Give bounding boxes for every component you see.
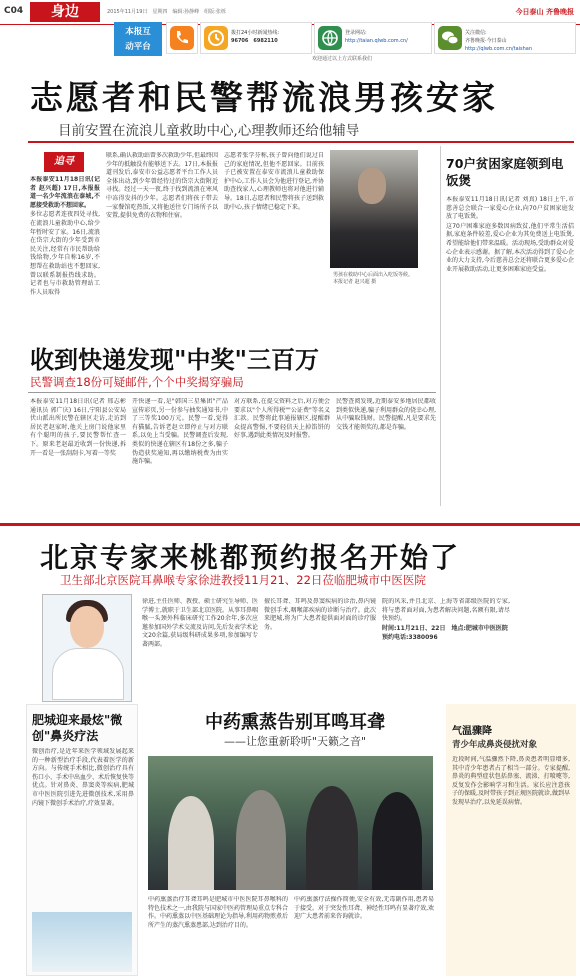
story1-column-1 (30, 176, 100, 332)
story1-text: 多位志愿者连夜四处寻找,在流浪儿童救助中心,给少年暂时安了家。16日,流浪在岱宗大街的少年受到市民关注,经常有市民帮助给钱给物,少年自称16岁,不想帮在救助站也不想回家,曾以联系制报热线求助。记者也与市救助管理站工作人员取得 (30, 211, 100, 296)
story6-text: 中药熏蒸疗法操作简便,安全有效,无毒副作用,患者易于接受。对于突发性耳聋、神经性耳鸣有显著疗效,欢迎广大患者前来咨询就诊。 (294, 896, 434, 921)
website-line: 登录网站: (345, 30, 367, 36)
story6-column-2 (294, 896, 434, 976)
story2-text: 民警查阅发现,近期泰安多地居民都收到类似快递,骗子利用群众的侥幸心理,从中骗取钱财。民警提醒,凡是要求先交钱才能领奖的,都是诈骗。 (336, 398, 436, 431)
story2-text: 对方联系,在提交资料之后,对方便会要求以"个人所得税""公证费"等名义汇款。民警将此事通报辖区,提醒群众提高警惕,不要轻信天上掉馅饼的好事,遇到此类情况及时报警。 (234, 398, 330, 440)
story2-column-2 (132, 398, 228, 518)
patient-figure (168, 796, 214, 890)
wechat-url[interactable]: http://qlwb.com.cn/taishan (465, 46, 533, 52)
story5-body (32, 748, 134, 908)
interaction-note: 欢迎通过以上方式联系我们 (311, 56, 372, 62)
story6-column-1 (148, 896, 288, 976)
story7-body (452, 756, 570, 972)
story2-text: 本报泰安11月18日讯(记者 邢志彬 通讯员 郭广庆) 16日,宁阳县公安局伏山派出所民警在辖区走访,走访到居民老赵家时,他关上房门说他家里有个聪明的孩子,要民警帮忙查一下。原来老赵最近收到一份快递,拆开一看是一张刮刮卡,写着一等奖 (30, 398, 126, 457)
hotline-line: 拨打24小时新闻热线: (231, 30, 280, 36)
story1-byline: 本报泰安11月18日讯(记者 赵兴超) 17日,本报报道一名少年流浪在泰城,不愿接受救助不想回家。 (30, 176, 100, 209)
treatment-room-photo (148, 756, 433, 890)
story4-phone: 预约电话:3380096 (382, 634, 438, 642)
story4-text: 院的风采,并且北京、上海等省部级医院的专家,将与患者面对面,为患者解决问题,名额有限,请尽快预约。 (382, 598, 510, 623)
boy-face (358, 168, 386, 204)
story4-text: 擅长耳聋、耳鸣及鼻窦疾病的诊治,鼻内镜微创手术,咽喉部疾病的诊断与治疗。此次来肥城,将为广大患者提供面对面的诊疗服务。 (264, 598, 376, 631)
interaction-item-hotline[interactable] (200, 22, 312, 54)
medical-equipment-photo (32, 912, 132, 972)
story3-text: 这70户困难家庭多数因病致贫,他们平常生活拮据,家庭条件较差,爱心企业为其免费送上电饭煲,希望能给他们带来温暖。活动现场,受助群众对爱心企业表示感谢。据了解,本次活动得到了爱心企业的大力支持,今后慈善总会还将联合更多爱心企业开展救助活动,让更多困难家庭受益。 (446, 222, 574, 273)
story2-text: 开快递一看,是"韩国三星集团"产品宣传彩页,另一份参与抽奖通知书,中了三等奖100万元。民警一看,觉得有猫腻,告诉老赵立即停止与对方联系,以免上当受骗。民警调查后发现,类似的快递在辖区有18份之多,骗子伪造获奖通知,再以缴纳税费为由实施诈骗。 (132, 398, 228, 466)
story1-text: 志愿者张学芬称,孩子曾向他们说过自己的家庭情况,但他不愿回家。目前孩子已被安置在泰安市流浪儿童救助保护中心,工作人员会为他进行登记,并协助查找家人,心理教师也将对他进行辅导。18日,志愿者和民警将孩子送到救助中心,孩子情绪已稳定下来。 (224, 152, 324, 211)
website-text (345, 29, 408, 45)
story1-stamp: 追寻 (44, 152, 84, 172)
interaction-label-line: 动平台 (125, 42, 151, 52)
wechat-line: 关注微信: (465, 30, 487, 36)
story3-headline: 70户贫困家庭领到电饭煲 (446, 156, 564, 188)
patient-figure (236, 790, 286, 890)
story7-subhead: 青少年成鼻炎侵扰对象 (452, 740, 538, 750)
interaction-bar (108, 18, 576, 60)
story4-subhead: 卫生部北京医院耳鼻喉专家徐进教授11月21、22日莅临肥城市中医医院 (60, 573, 426, 587)
phone-icon (170, 26, 194, 50)
story7-text: 近段时间,气温骤然下降,鼻炎患者明显增多,其中青少年患者占了相当一部分。专家提醒,鼻炎的典型症状包括鼻塞、流涕、打喷嚏等,反复发作会影响学习和生活。家长应注意孩子的保暖,及时带孩子到正规医院就诊,做到早发现早治疗,以免延误病情。 (452, 756, 570, 806)
interaction-item-wechat[interactable] (434, 22, 576, 54)
doctor-face (70, 606, 104, 648)
story4-text: 徐进,主任医师、教授、硕士研究生导师、医学博士,就职于卫生部北京医院。从事耳鼻咽喉一头颈外科临床研究工作20余年,多次应邀参加国外学术交流及访问,先后发表学术论文20余篇,获局级科研成果多项,参加编写专著两部。 (142, 598, 258, 648)
story3-body (446, 196, 574, 516)
story7-headline: 气温骤降 (452, 726, 492, 737)
interaction-label-line: 本报互 (125, 27, 151, 37)
story4-column-2 (264, 598, 376, 700)
story3-byline: 本报泰安11月18日讯(记者 刘真) 18日上午,市慈善总会联合一家爱心企业,向70户贫困家庭发放了电饭煲。 (446, 196, 574, 221)
story2-subhead: 民警调查18份可疑邮件,个个中奖揭穿骗局 (30, 375, 244, 389)
website-url[interactable]: http://taian.qlwb.com.cn/ (345, 38, 408, 44)
wechat-icon (438, 26, 462, 50)
wechat-text (465, 29, 532, 53)
wechat-account: 齐鲁晚报·今日泰山 (465, 38, 507, 44)
story2-column-4 (336, 398, 436, 518)
section-divider (0, 523, 580, 526)
interaction-item-phone[interactable] (166, 22, 198, 54)
story6-subhead: ——让您重新聆听"天籁之音" (223, 735, 367, 748)
patient-figure (306, 786, 358, 890)
story2-headline: 收到快递发现"中奖"三百万 (30, 345, 320, 374)
story5-text: 微创治疗,是近年来医学领域发展起来的一种新型治疗手段,代表着医学的新方向。与传统手术相比,微创治疗具有伤口小、手术中出血少、术后恢复快等优点。针对鼻炎、鼻窦炎等疾病,肥城市中医医院引进先进微创技术,采用鼻内镜下微创手术治疗,疗效显著。 (32, 748, 134, 807)
story2-column-3 (234, 398, 330, 518)
doctor-coat (52, 648, 124, 700)
hotline-text (231, 29, 279, 45)
hotline-numbers: 96706 6982110 (231, 38, 278, 44)
issue-date: 2015年11月19日 星期四 编辑:孙静峰 组版:张栎 (107, 9, 226, 15)
interaction-item-website[interactable] (314, 22, 432, 54)
story1-subhead: 目前安置在流浪儿童救助中心,心理教师还给他辅导 (58, 123, 360, 139)
story5-headline: 肥城迎来最炫"微创"鼻炎疗法 (32, 713, 123, 743)
paper-name: 今日泰山 齐鲁晚报 (515, 8, 574, 16)
patient-figure (372, 792, 422, 890)
story2-rule (28, 392, 436, 393)
story1-column-2 (106, 152, 218, 332)
story4-column-1 (142, 598, 258, 700)
hotline-icon (204, 26, 228, 50)
photo-caption: 男孩在救助中心后面出入吃饭等候。 本报记者 赵兴超 摄 (333, 272, 416, 285)
section-title: 身边 (30, 2, 100, 22)
web-icon (318, 26, 342, 50)
story6-text: 中药熏蒸治疗耳聋耳鸣是肥城市中医医院耳鼻喉科的特色技术之一,由我院与国家中医药管理局重点专科合作。中药熏蒸以中医基础理论为指导,利用药物煎煮后所产生的蒸汽熏蒸患部,达到治疗目的。 (148, 896, 288, 929)
interaction-label (114, 22, 162, 56)
story1-headline: 志愿者和民警帮流浪男孩安家 (30, 78, 498, 117)
story4-column-3 (382, 598, 510, 700)
story1-column-3 (224, 152, 324, 332)
story6-headline: 中药熏蒸告别耳鸣耳聋 (205, 712, 385, 733)
story4-headline: 北京专家来桃都预约报名开始了 (40, 541, 461, 574)
page-number: C04 (4, 6, 24, 16)
story2-column-1 (30, 398, 126, 518)
story1-rule (28, 141, 574, 143)
story1-text: 联系,确认救助站曾多次救助少年,但最终因少年的抵触没有能够送下去。17日,本报报道刊发后,泰安市公益志愿者平台工作人员全体出动,到少年曾经待过的岱宗大街附近寻找。经过一天一夜,终于找到流浪在寒风中冻得发抖的少年。志愿者们将孩子带去一家餐馆吃热饭,又将他送往专门场所予以安置,提供免费的衣物和住宿。 (106, 152, 218, 220)
story4-info: 时间:11月21日、22日 地点:肥城市中医医院 (382, 624, 508, 632)
column-divider (440, 146, 441, 506)
